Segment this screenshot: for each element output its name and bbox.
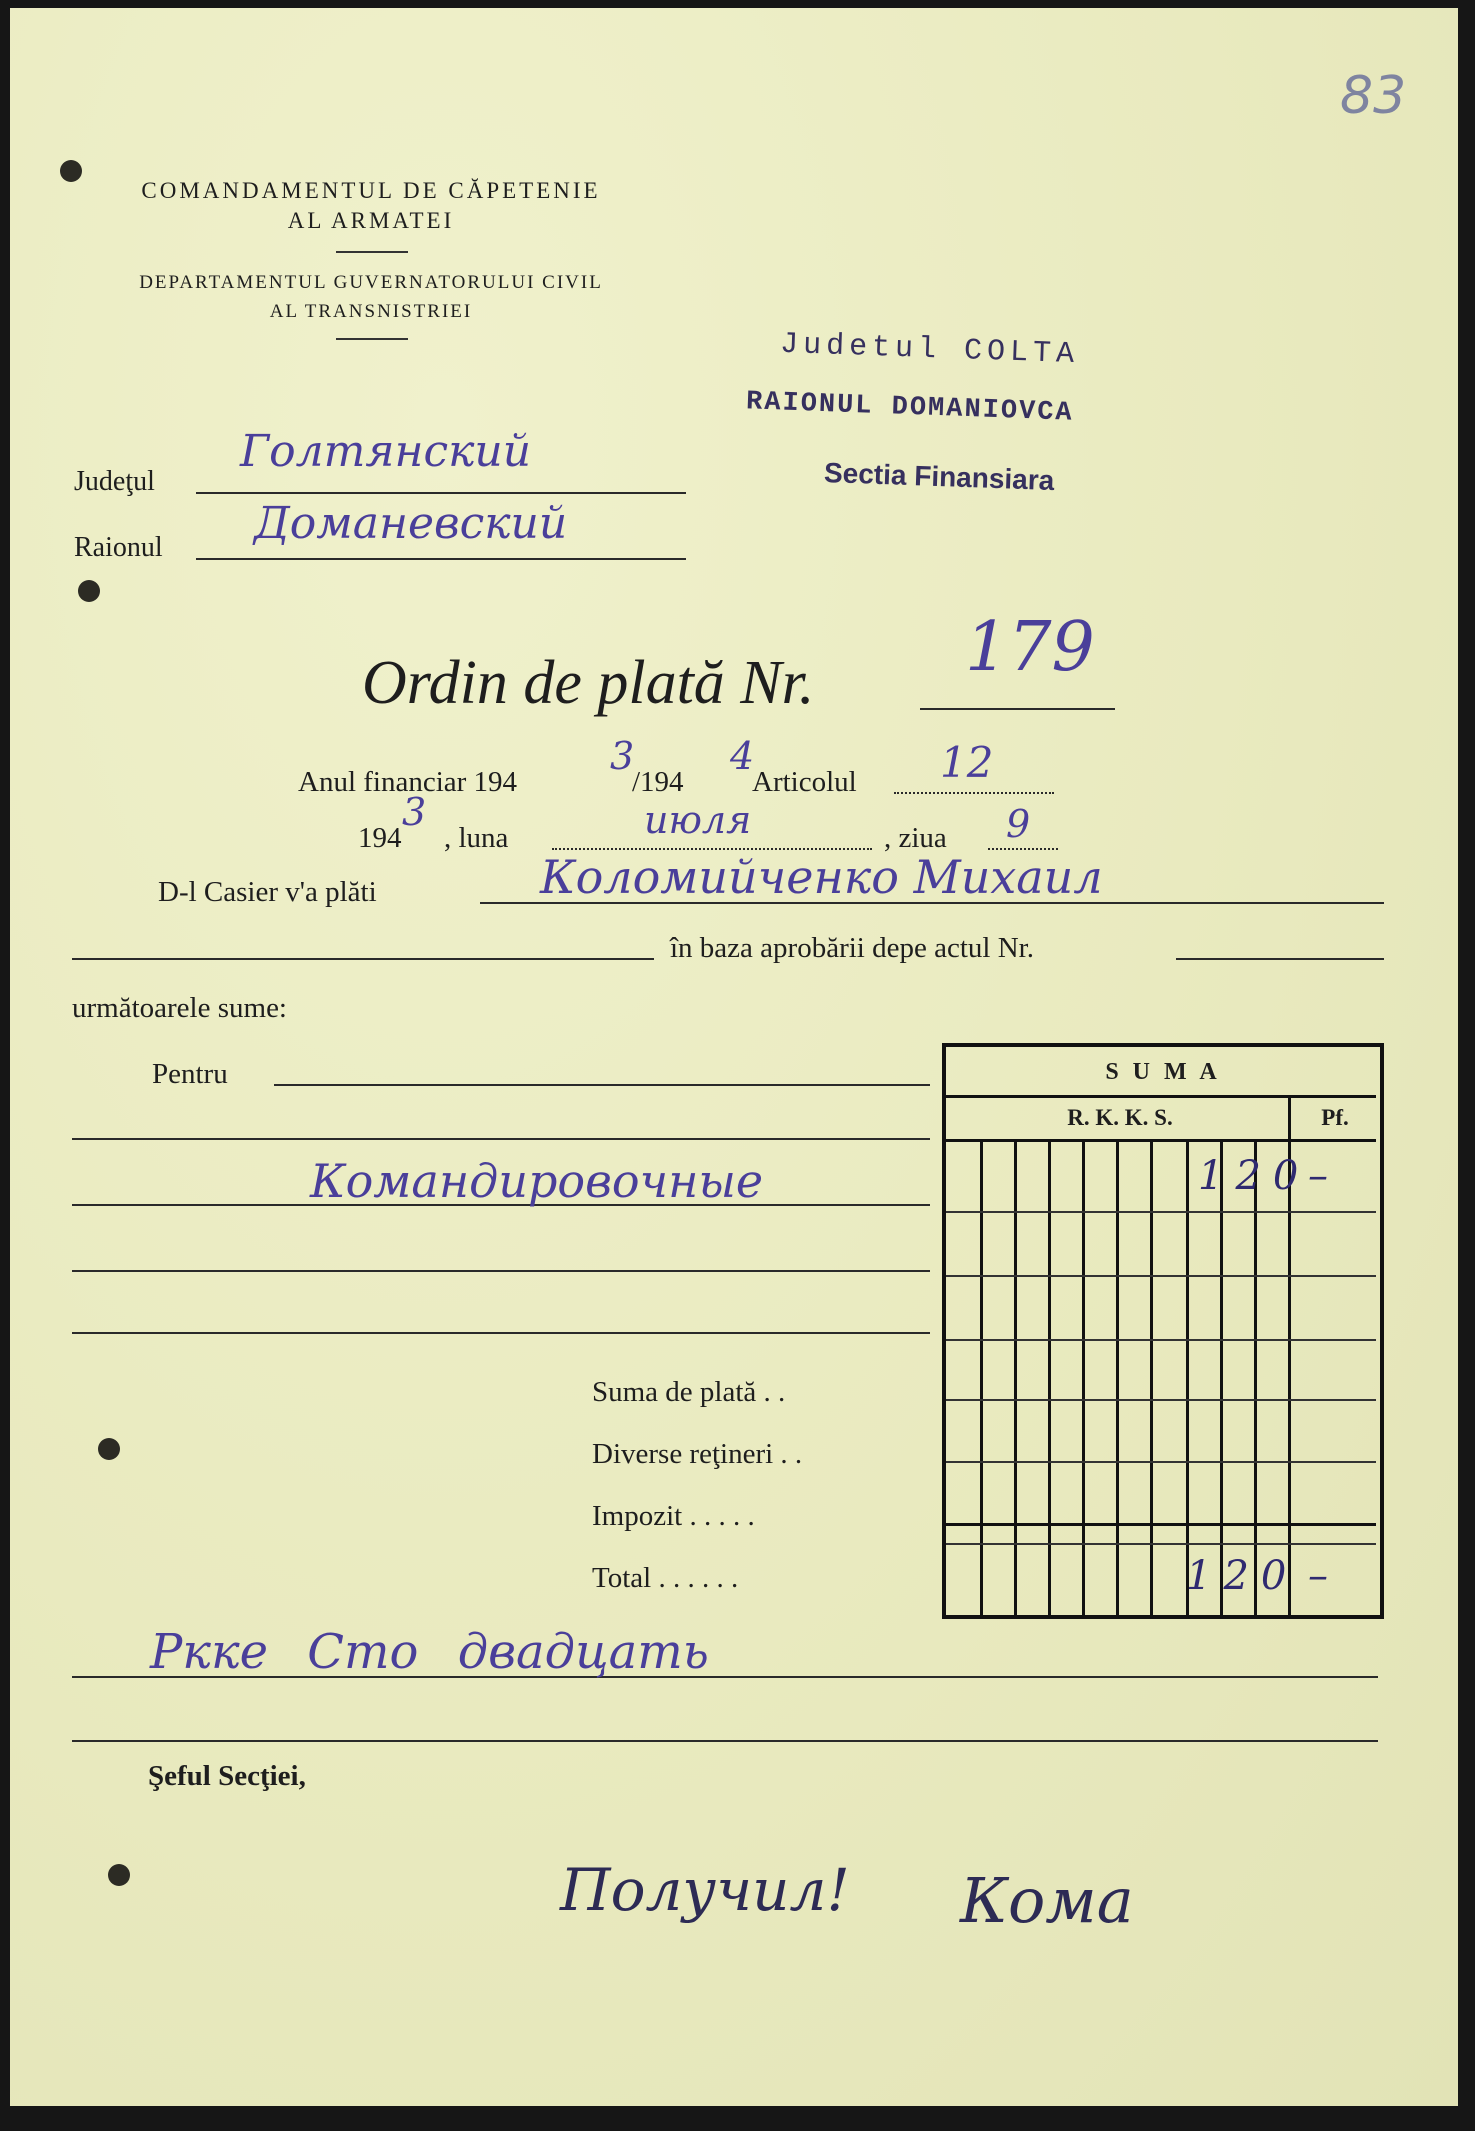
anul-financiar-label: Anul financiar 194 <box>298 766 518 798</box>
row-rule-3 <box>946 1339 1376 1341</box>
articolul-line <box>894 792 1054 794</box>
col-pf-header: Pf. <box>1321 1105 1349 1130</box>
sef-label: Şeful Secţiei, <box>148 1760 306 1792</box>
row-rule-6 <box>946 1523 1376 1526</box>
suma-header: S U M A <box>1105 1059 1221 1085</box>
judetul-line <box>196 492 686 494</box>
pentru-line-1 <box>274 1084 930 1086</box>
fiscal-year-1: 3 <box>610 734 635 778</box>
year-prefix: 194 <box>358 822 402 854</box>
pentru-line-5 <box>72 1332 930 1334</box>
fiscal-slash: /194 <box>632 766 684 798</box>
payee-value: Коломийченко Михаил <box>540 850 1103 904</box>
row-rule-1 <box>946 1211 1376 1213</box>
col-rkks-header: R. K. K. S. <box>1067 1105 1173 1130</box>
diverse-retineri-label: Diverse reţineri . . <box>592 1438 803 1470</box>
raionul-value: Доманевский <box>254 498 568 549</box>
year-digit: 3 <box>402 790 427 834</box>
suma-table <box>942 1043 1380 1615</box>
pentru-line-2 <box>72 1138 930 1140</box>
luna-value: июля <box>644 798 752 842</box>
sums-intro: următoarele sume: <box>72 992 287 1024</box>
suma-de-plata-label: Suma de plată . . <box>592 1376 786 1408</box>
stamp-line-1: Judetul COLTA <box>779 327 1080 373</box>
suma-header-rule <box>946 1095 1376 1098</box>
title-number-line <box>920 708 1115 710</box>
row-rule-5 <box>946 1461 1376 1463</box>
col-header-rule <box>946 1139 1376 1142</box>
row1-amount: 120 <box>1198 1153 1311 1199</box>
ziua-value: 9 <box>1006 802 1031 846</box>
pentru-label: Pentru <box>152 1058 228 1090</box>
header-line-1: COMANDAMENTUL DE CĂPETENIE <box>141 178 601 203</box>
row-rule-4 <box>946 1399 1376 1401</box>
pentru-item: Командировочные <box>310 1154 764 1208</box>
payee-label: D-l Casier v'a plăti <box>158 876 377 908</box>
basis-number-line <box>1176 958 1384 960</box>
header-line-4: AL TRANSNISTRIEI <box>269 301 473 322</box>
row1-pf: – <box>1308 1153 1328 1199</box>
receipt-signature: Кома <box>960 1864 1134 1937</box>
raionul-label: Raionul <box>74 532 163 563</box>
impozit-label: Impozit . . . . . <box>592 1500 755 1532</box>
articolul-label: Articolul <box>752 766 857 798</box>
basis-label: în baza aprobării depe actul Nr. <box>670 932 1034 964</box>
basis-blank-line <box>72 958 654 960</box>
stamp-line-3: Sectia Finansiara <box>823 456 1055 497</box>
total-pf: – <box>1308 1553 1328 1599</box>
fiscal-year-2: 4 <box>730 734 755 778</box>
judetul-label: Judeţul <box>74 466 155 497</box>
amount-in-words: Ркке Сто двадцать <box>150 1624 709 1680</box>
row-rule-2 <box>946 1275 1376 1277</box>
document-title: Ordin de plată Nr. <box>362 649 815 717</box>
header-line-2: AL ARMATEI <box>287 208 455 233</box>
raionul-line <box>196 558 686 560</box>
blank-line-after-words <box>72 1740 1378 1742</box>
page-number: 83 <box>1340 66 1407 126</box>
total-label: Total . . . . . . <box>592 1562 739 1594</box>
total-amount: 120 <box>1186 1553 1299 1599</box>
header-divider-2 <box>336 338 408 340</box>
punch-hole <box>108 1864 130 1886</box>
header-line-3: DEPARTAMENTUL GUVERNATORULUI CIVIL <box>139 272 603 293</box>
ziua-label: , ziua <box>884 822 947 854</box>
stamp-line-2: RAIONUL DOMANIOVCA <box>745 387 1075 429</box>
judetul-value: Голтянский <box>240 426 532 477</box>
punch-hole <box>60 160 82 182</box>
row-rule-7 <box>946 1543 1376 1545</box>
header-divider <box>336 251 408 253</box>
receipt-text: Получил! <box>560 1856 850 1924</box>
pentru-line-4 <box>72 1270 930 1272</box>
punch-hole <box>78 580 100 602</box>
order-number: 179 <box>965 608 1095 687</box>
luna-label: , luna <box>444 822 509 854</box>
payment-order-document <box>10 8 1458 2106</box>
articolul-value: 12 <box>940 738 994 787</box>
punch-hole <box>98 1438 120 1460</box>
